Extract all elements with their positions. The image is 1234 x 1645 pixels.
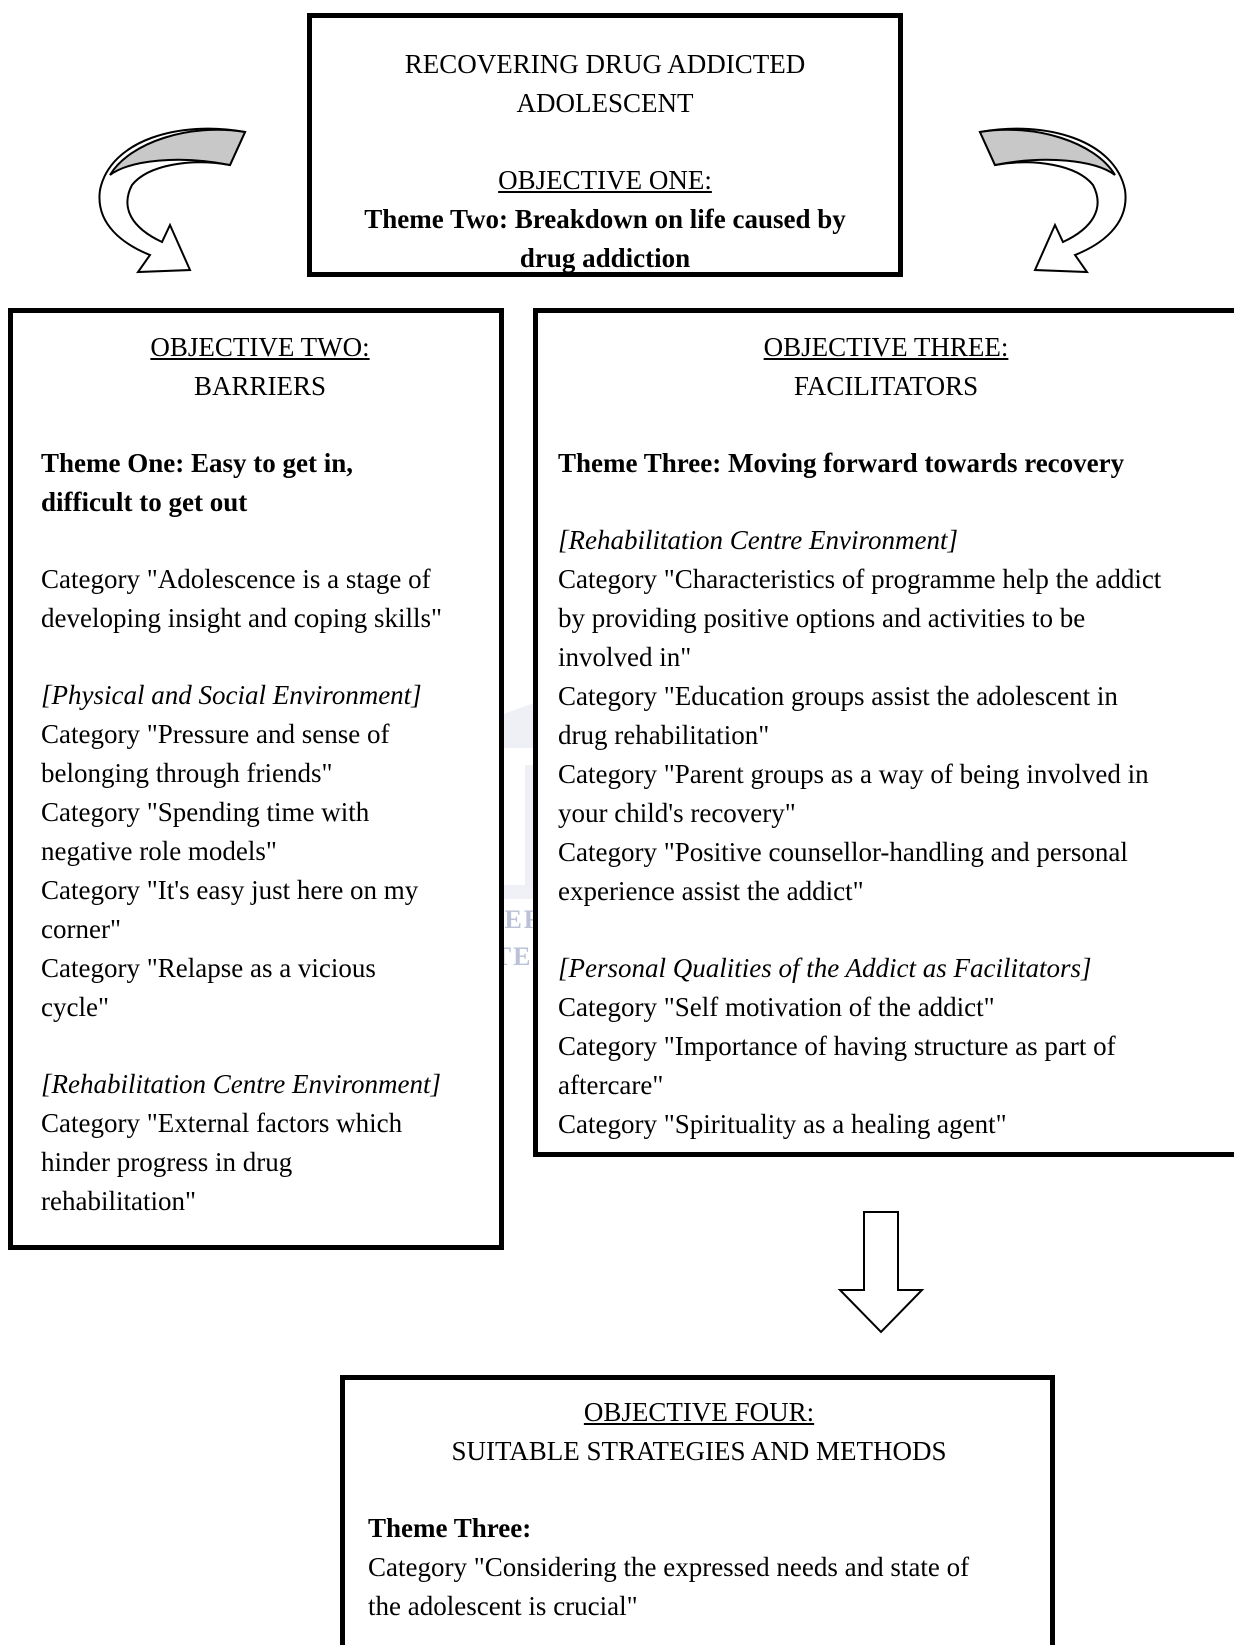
objective-two-subtitle: BARRIERS: [193, 371, 327, 401]
facilitator-line: Category "Positive counsellor-handling and personal: [558, 837, 1128, 867]
objective-three-box: [533, 308, 1234, 1157]
facilitator-line: Category "Education groups assist the adolescent in: [558, 681, 1118, 711]
barrier-line: Category "Relapse as a vicious: [41, 953, 376, 983]
objective-three-subtitle: FACILITATORS: [793, 371, 979, 401]
facilitator-section-heading: [Personal Qualities of the Addict as Facilitators]: [558, 953, 1092, 983]
diagram-title-line2: ADOLESCENT: [516, 88, 694, 118]
facilitator-line: Category "Characteristics of programme help the addict: [558, 564, 1162, 594]
barrier-line: hinder progress in drug: [41, 1147, 293, 1177]
barrier-line: developing insight and coping skills": [41, 603, 442, 633]
barrier-line: corner": [41, 914, 121, 944]
facilitator-line: by providing positive options and activities to be: [558, 603, 1086, 633]
barrier-line: Category "Pressure and sense of: [41, 719, 390, 749]
watermark-text-line1: UNIVERSITY: [430, 905, 613, 934]
facilitator-section-heading: [Rehabilitation Centre Environment]: [558, 525, 958, 555]
curved-arrow-right-icon: [965, 120, 1155, 290]
objective-one-theme-line1: Theme Two: Breakdown on life caused by: [364, 204, 846, 234]
barrier-line: belonging through friends": [41, 758, 333, 788]
facilitator-line: Category "Importance of having structure as part of: [558, 1031, 1116, 1061]
theme-three-heading: Theme Three: Moving forward towards recovery: [558, 448, 1125, 478]
objective-four-theme: Theme Three:: [368, 1513, 532, 1543]
facilitator-line: drug rehabilitation": [558, 720, 770, 750]
diagram-title-line1: RECOVERING DRUG ADDICTED: [404, 49, 806, 79]
strategy-line: the adolescent is crucial": [368, 1591, 638, 1621]
barrier-line: negative role models": [41, 836, 277, 866]
facilitator-line: aftercare": [558, 1070, 664, 1100]
barrier-section-heading: [Rehabilitation Centre Environment]: [41, 1069, 441, 1099]
barrier-line: rehabilitation": [41, 1186, 196, 1216]
theme-one-line2: difficult to get out: [41, 487, 248, 517]
objective-three-heading: OBJECTIVE THREE:: [763, 332, 1009, 362]
objective-one-box: [307, 13, 903, 277]
objective-four-subtitle: SUITABLE STRATEGIES AND METHODS: [451, 1436, 947, 1466]
facilitator-line: Category "Spirituality as a healing agent": [558, 1109, 1007, 1139]
facilitator-line: your child's recovery": [558, 798, 796, 828]
objective-one-theme-line2: drug addiction: [519, 243, 691, 273]
objective-one-heading: OBJECTIVE ONE:: [498, 165, 712, 195]
barrier-line: Category "It's easy just here on my: [41, 875, 419, 905]
facilitator-line: experience assist the addict": [558, 876, 864, 906]
facilitator-line: Category "Self motivation of the addict": [558, 992, 995, 1022]
theme-one-line1: Theme One: Easy to get in,: [41, 448, 353, 478]
barrier-line: Category "External factors which: [41, 1108, 403, 1138]
barrier-line: Category "Adolescence is a stage of: [41, 564, 431, 594]
facilitator-line: involved in": [558, 642, 692, 672]
barrier-line: Category "Spending time with: [41, 797, 370, 827]
facilitator-line: Category "Parent groups as a way of being involved in: [558, 759, 1149, 789]
objective-four-box: [340, 1375, 1055, 1645]
curved-arrow-left-icon: [70, 120, 260, 290]
objective-two-heading: OBJECTIVE TWO:: [150, 332, 370, 362]
barrier-line: cycle": [41, 992, 109, 1022]
objective-two-box: [8, 308, 504, 1250]
strategy-line: Category "Considering the expressed needs and state of: [368, 1552, 970, 1582]
objective-four-heading: OBJECTIVE FOUR:: [583, 1397, 815, 1427]
down-arrow-icon: [836, 1210, 926, 1335]
barrier-section-heading: [Physical and Social Environment]: [41, 680, 422, 710]
